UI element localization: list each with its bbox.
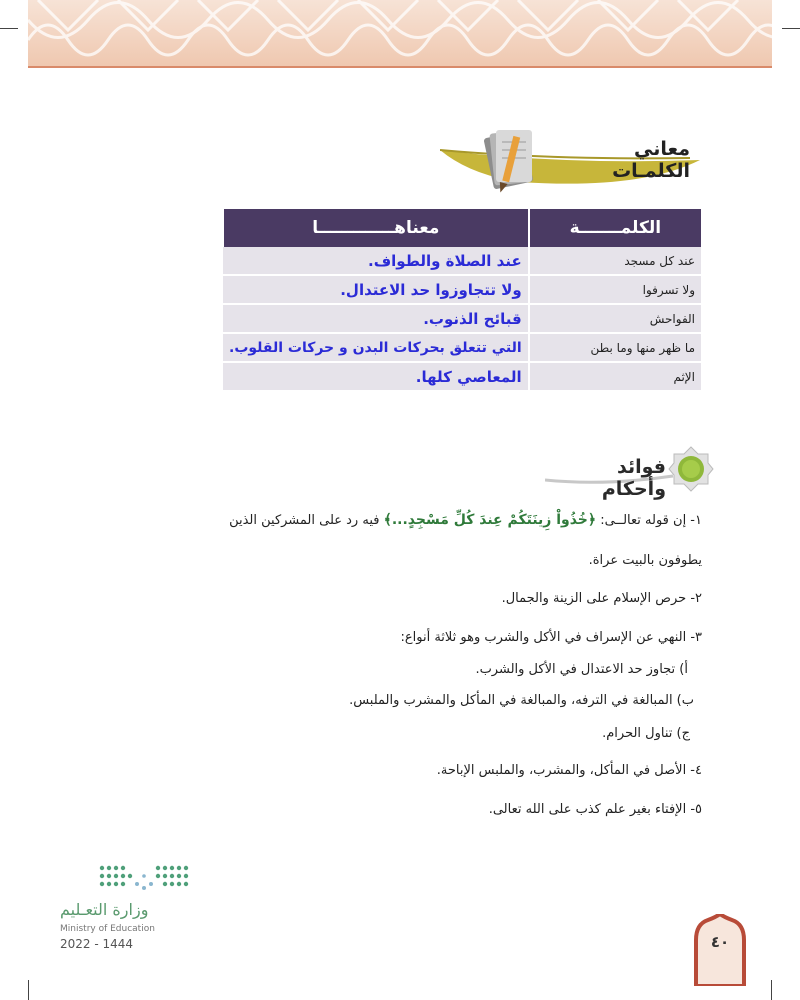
- word-cell: عند كل مسجد: [529, 247, 701, 275]
- benefit-1-suffix: فيه رد على المشركين الذين: [229, 513, 380, 528]
- benefit-item-4: ٤- الأصل في المأكل، والمشرب، والملبس الإباحة.: [436, 763, 702, 778]
- page-number: ٤٠: [710, 933, 730, 951]
- meaning-cell: قبائح الذنوب.: [223, 304, 529, 333]
- decorative-banner: [28, 0, 772, 68]
- table-row: [223, 247, 701, 275]
- table-row: [223, 333, 701, 362]
- edition-year: 2022 - 1444: [60, 937, 134, 951]
- word-cell: الفواحش: [529, 304, 701, 333]
- meaning-cell: التي تتعلق بحركات البدن و حركات القلوب.: [223, 333, 529, 362]
- word-meanings-table: [222, 209, 701, 392]
- meaning-cell: ولا تتجاوزوا حد الاعتدال.: [223, 275, 529, 304]
- ministry-name-english: Ministry of Education: [60, 924, 155, 934]
- column-header-word: الكلمـــــــة: [529, 209, 701, 247]
- word-cell: ما ظهر منها وما بطن: [529, 333, 701, 362]
- table-header-row: [223, 209, 701, 247]
- meaning-cell: المعاصي كلها.: [223, 362, 529, 391]
- crop-mark: [28, 980, 29, 1000]
- benefit-item-3b: ب) المبالغة في الترفه، والمبالغة في المأكل والمشرب والملبس.: [349, 693, 694, 708]
- ministry-logo-dots: [98, 862, 190, 894]
- benefit-item-3a: أ) تجاوز حد الاعتدال في الأكل والشرب.: [475, 662, 688, 677]
- benefit-item-3c: ج) تناول الحرام.: [602, 726, 690, 741]
- benefit-item-1-continued: يطوفون بالبيت عراة.: [588, 553, 702, 568]
- benefit-item-1: [229, 512, 702, 528]
- crop-mark: [782, 28, 800, 29]
- word-cell: ولا تسرفوا: [529, 275, 701, 304]
- meaning-cell: عند الصلاة والطواف.: [223, 247, 529, 275]
- benefit-item-5: ٥- الإفتاء بغير علم كذب على الله تعالى.: [488, 802, 702, 817]
- table-row: [223, 362, 701, 391]
- table-row: [223, 304, 701, 333]
- ministry-name-arabic: وزارة التعـليم: [60, 900, 149, 919]
- section-title-word-meanings: معاني الكلمـات: [612, 138, 690, 182]
- column-header-meaning: معناهـــــــــــــا: [223, 209, 529, 247]
- table-row: [223, 275, 701, 304]
- quran-verse: ﴿خُذُواْ زِينَتَكُمْ عِندَ كُلِّ مَسْجِدٍ...﴾: [383, 512, 597, 528]
- benefit-1-prefix: ١- إن قوله تعالــى:: [600, 513, 702, 528]
- benefit-item-2: ٢- حرص الإسلام على الزينة والجمال.: [501, 591, 702, 606]
- crop-mark: [0, 28, 18, 29]
- benefit-item-3: ٣- النهي عن الإسراف في الأكل والشرب وهو ثلاثة أنواع:: [400, 630, 702, 645]
- section-title-benefits: فوائد وأحكام: [601, 456, 666, 500]
- word-cell: الإثم: [529, 362, 701, 391]
- crop-mark: [771, 980, 772, 1000]
